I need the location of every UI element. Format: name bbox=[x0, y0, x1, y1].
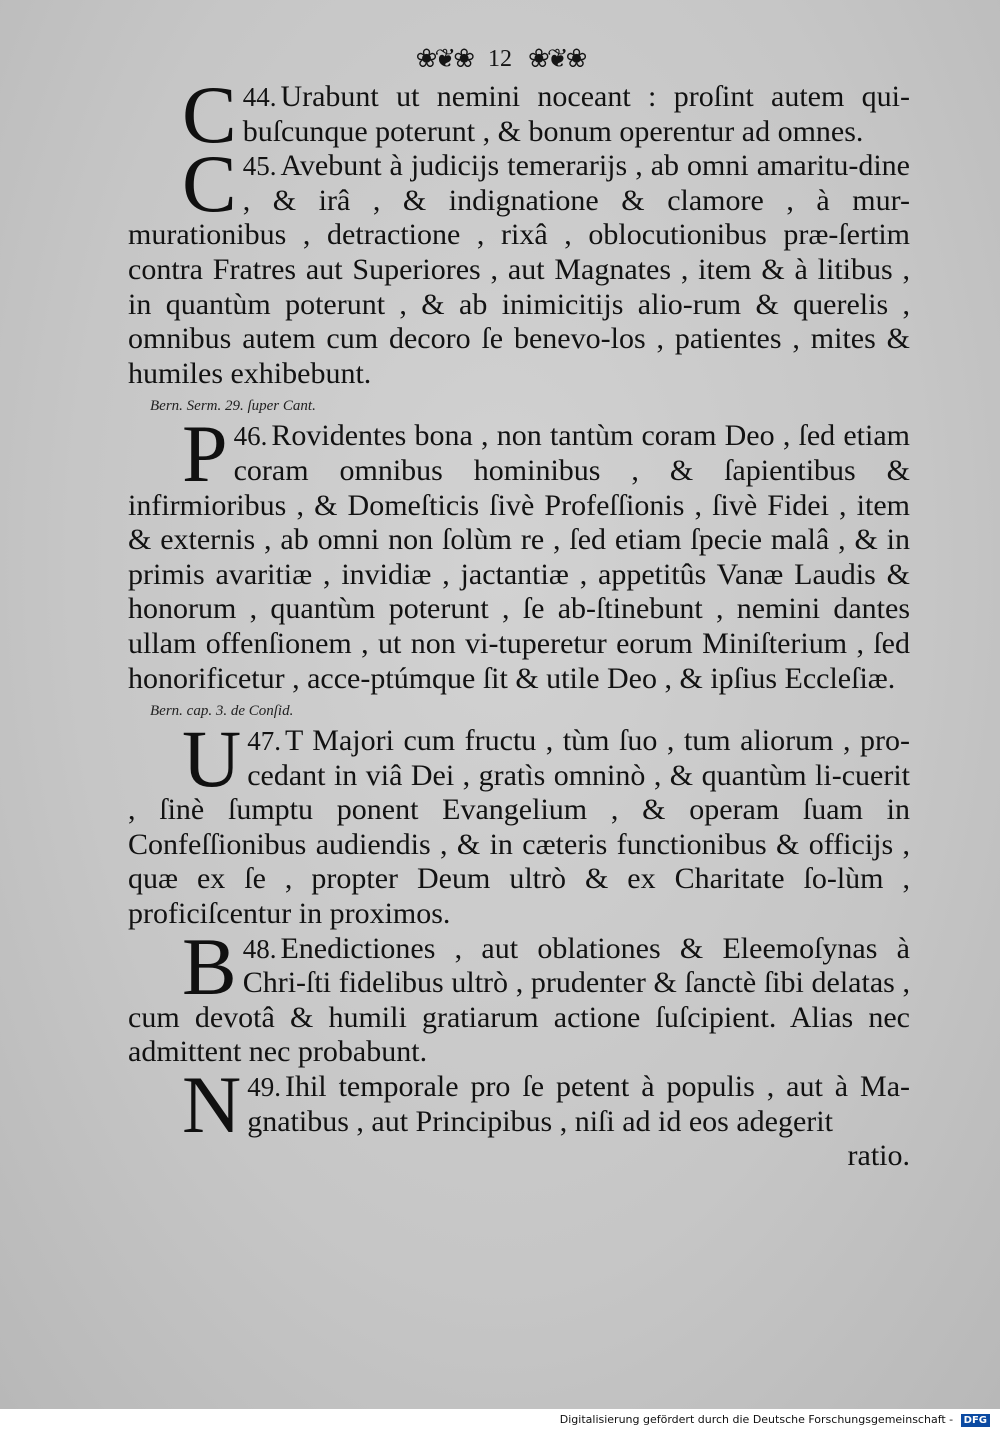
paragraph-number: 46. bbox=[233, 421, 268, 452]
paragraph-text bbox=[128, 138, 910, 391]
drop-initial: U bbox=[182, 713, 242, 805]
paragraph-number: 45. bbox=[242, 151, 277, 182]
drop-initial: C bbox=[182, 138, 237, 230]
paragraph-text bbox=[128, 1059, 910, 1151]
marginal-reference: Bern. Serm. 29. ſuper Cant. bbox=[150, 398, 316, 415]
body-text bbox=[128, 69, 910, 1174]
paragraph-content: Avebunt à judicijs temerarijs , ab omni amaritu-dine , & irâ , & indignatione & clamore , à mur-murationibus , detractione , rixâ , oblocutionibus præ-ſertim contra Fratres aut Superiores , aut Magnates , item & à litibus , in quantùm poterunt , & ab inimicitijs alio-rum & querelis , omnibus autem cum decoro ſe benevo-los , patientes , mites & humiles exhibebunt. bbox=[128, 149, 910, 390]
catchword: ratio. bbox=[847, 1139, 910, 1173]
paragraph-content: Rovidentes bona , non tantùm coram Deo , ſed etiam coram omnibus hominibus , & ſapientibus & infirmioribus , & Domeſticis ſivè Profeſſionis , ſivè Fidei , item & externis , ab omni non ſolùm re , ſed etiam ſpecie malâ , & in primis avaritiæ , invidiæ , jactantiæ , appetitûs Vanæ Laudis & honorum , quantùm poterunt , ſe ab-ſtinebunt , nemini dantes ullam offenſionem , ut non vi-tuperetur eorum Miniſterium , ſed honorificetur , acce-ptúmque ſit & utile Deo , & ipſius Eccleſiæ. bbox=[128, 419, 910, 695]
footer-credit: Digitalisierung gefördert durch die Deutsche Forschungsgemeinschaft - bbox=[559, 1413, 954, 1426]
paragraph-text bbox=[128, 713, 910, 932]
ornament-left: ❀❦❀ bbox=[415, 44, 472, 73]
paragraph-text bbox=[128, 408, 910, 696]
page-number: 12 bbox=[488, 45, 512, 72]
drop-initial: C bbox=[182, 69, 237, 160]
drop-initial: B bbox=[182, 920, 237, 1012]
paragraph-46 bbox=[128, 408, 910, 724]
paragraph-45 bbox=[128, 138, 910, 419]
paragraph-content: Urabunt ut nemini noceant : proſint autem qui-buſcunque poterunt , & bonum operentur ad omnes. bbox=[242, 80, 910, 148]
footer bbox=[0, 1413, 990, 1431]
paragraph-48 bbox=[128, 920, 910, 1070]
paragraph-text bbox=[128, 69, 910, 160]
paragraph-content: T Majori cum fructu , tùm ſuo , tum aliorum , pro-cedant in viâ Dei , gratìs omninò , & quantùm li-cuerit , ſinè ſumptu ponent Evangelium , & operam ſuam in Confeſſionibus audiendis , & in cæteris functionibus & officijs , quæ ex ſe , propter Deum ultrò & ex Charitate ſo-lùm , proficiſcentur in proximos. bbox=[128, 724, 910, 931]
paragraph-content: Ihil temporale pro ſe petent à populis , aut à Ma-gnatibus , aut Principibus , niſi ad id eos adegerit bbox=[247, 1070, 910, 1138]
dfg-logo[interactable]: DFG bbox=[961, 1414, 990, 1427]
page-header bbox=[0, 44, 1000, 84]
paragraph-number: 47. bbox=[247, 726, 281, 757]
ornament-right: ❀❦❀ bbox=[528, 44, 585, 73]
paragraph-number: 49. bbox=[247, 1072, 281, 1103]
paragraph-47 bbox=[128, 713, 910, 932]
marginal-reference: Bern. cap. 3. de Conſid. bbox=[150, 703, 294, 720]
paragraph-number: 44. bbox=[242, 82, 277, 112]
drop-initial: N bbox=[182, 1059, 242, 1151]
paragraph-content: Enedictiones , aut oblationes & Eleemoſynas à Chri-ſti fidelibus ultrò , prudenter & ſanctè ſibi delatas , cum devotâ & humili gratiarum actione ſuſcipient. Alias nec admittent nec probabunt. bbox=[128, 931, 910, 1069]
paragraph-number: 48. bbox=[242, 933, 277, 964]
drop-initial: P bbox=[182, 408, 228, 500]
paragraph-44 bbox=[128, 69, 910, 160]
paragraph-text bbox=[128, 920, 910, 1070]
paragraph-49 bbox=[128, 1059, 910, 1174]
